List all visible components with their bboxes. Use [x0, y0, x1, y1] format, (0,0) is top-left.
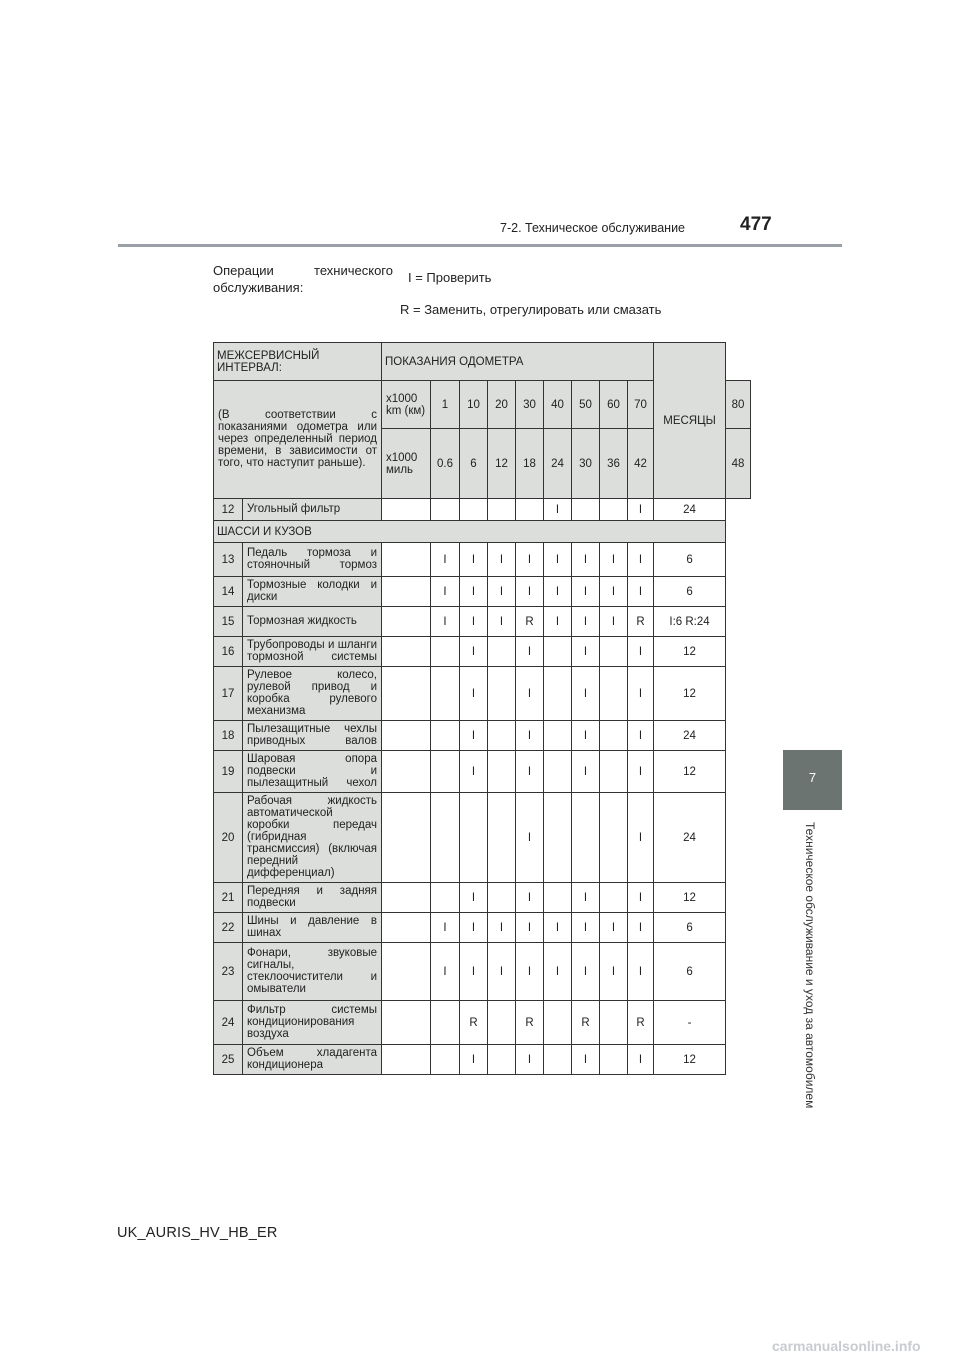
row-cell-blank	[382, 793, 431, 883]
watermark: carmanualsonline.info	[772, 1338, 921, 1354]
row-cell	[431, 637, 460, 667]
row-cell: I	[600, 577, 628, 607]
row-months: 12	[654, 637, 726, 667]
row-cell	[600, 1045, 628, 1075]
row-cell-blank	[382, 577, 431, 607]
mile-value: 36	[600, 429, 628, 499]
row-cell: I	[460, 1045, 488, 1075]
row-cell: I	[544, 607, 572, 637]
row-cell: I	[488, 943, 516, 1001]
row-cell: I	[516, 883, 544, 913]
mile-value: 30	[572, 429, 600, 499]
table-row	[214, 913, 751, 943]
row-cell: I	[628, 721, 654, 751]
row-cell: R	[516, 1001, 544, 1045]
row-cell	[544, 637, 572, 667]
row-cell	[488, 751, 516, 793]
km-value: 50	[572, 381, 600, 429]
months-header: МЕСЯЦЫ	[654, 343, 726, 499]
row-cell: I	[516, 793, 544, 883]
chapter-side-title-text: Техническое обслуживание и уход за автомобилем	[803, 822, 817, 1109]
row-cell	[488, 637, 516, 667]
row-months: 6	[654, 543, 726, 577]
mile-value: 6	[460, 429, 488, 499]
row-cell: I	[572, 667, 600, 721]
row-months: 12	[654, 751, 726, 793]
row-cell: I	[572, 913, 600, 943]
row-cell: I	[516, 913, 544, 943]
row-cell: I	[516, 667, 544, 721]
table-row	[214, 499, 751, 521]
row-cell: I	[516, 543, 544, 577]
row-cell	[431, 721, 460, 751]
row-cell	[488, 667, 516, 721]
row-cell: I	[572, 1045, 600, 1075]
row-number: 15	[214, 607, 243, 637]
row-cell: I	[460, 913, 488, 943]
row-cell: I	[431, 943, 460, 1001]
row-description: Педаль тормоза и стояночный тормоз	[243, 543, 382, 577]
row-description: Шаровая опора подвески и пылезащитный чехол	[243, 751, 382, 793]
legend-replace: R = Заменить, отрегулировать или смазать	[400, 302, 662, 317]
row-cell: I	[572, 577, 600, 607]
table-row	[214, 667, 751, 721]
row-cell-blank	[382, 499, 431, 521]
km-value: 40	[544, 381, 572, 429]
row-cell	[516, 499, 544, 521]
row-cell: I	[488, 577, 516, 607]
row-cell: I	[628, 499, 654, 521]
row-cell	[544, 667, 572, 721]
row-cell	[544, 883, 572, 913]
row-cell: I	[572, 751, 600, 793]
row-cell	[488, 721, 516, 751]
row-description: Шины и давление в шинах	[243, 913, 382, 943]
footer-model-code: UK_AURIS_HV_HB_ER	[117, 1225, 278, 1241]
row-number: 19	[214, 751, 243, 793]
row-months: 24	[654, 499, 726, 521]
row-cell: I	[460, 637, 488, 667]
table-header-row	[214, 343, 751, 381]
row-cell: I	[516, 577, 544, 607]
row-number: 16	[214, 637, 243, 667]
row-cell: I	[628, 913, 654, 943]
row-cell: I	[431, 577, 460, 607]
chapter-tab-number: 7	[808, 770, 817, 785]
row-cell: I	[628, 751, 654, 793]
row-cell	[600, 1001, 628, 1045]
row-months: 12	[654, 1045, 726, 1075]
row-cell	[600, 793, 628, 883]
row-description: Тормозные колодки и диски	[243, 577, 382, 607]
row-description: Угольный фильтр	[243, 499, 382, 521]
table-row	[214, 607, 751, 637]
row-cell	[572, 793, 600, 883]
row-cell: I	[460, 543, 488, 577]
row-months: -	[654, 1001, 726, 1045]
row-cell: I	[600, 543, 628, 577]
row-number: 12	[214, 499, 243, 521]
row-months: 24	[654, 793, 726, 883]
row-cell: I	[488, 607, 516, 637]
unit-miles: x1000 миль	[382, 429, 431, 499]
mile-value: 42	[628, 429, 654, 499]
row-cell: I	[600, 607, 628, 637]
km-value: 60	[600, 381, 628, 429]
row-cell: I	[544, 499, 572, 521]
row-cell: I	[544, 913, 572, 943]
row-description: Тормозная жидкость	[243, 607, 382, 637]
row-cell: I	[600, 913, 628, 943]
row-cell: I	[628, 543, 654, 577]
mile-value: 18	[516, 429, 544, 499]
row-cell	[600, 883, 628, 913]
row-cell: I	[572, 543, 600, 577]
row-cell: I	[488, 913, 516, 943]
row-cell	[488, 793, 516, 883]
row-cell-blank	[382, 751, 431, 793]
unit-km: x1000 km (км)	[382, 381, 431, 429]
row-cell	[431, 793, 460, 883]
row-months: 24	[654, 721, 726, 751]
row-cell	[600, 499, 628, 521]
row-cell: I	[628, 943, 654, 1001]
row-months: 6	[654, 943, 726, 1001]
row-number: 21	[214, 883, 243, 913]
row-cell	[431, 667, 460, 721]
row-description: Трубопроводы и шланги тормозной системы	[243, 637, 382, 667]
table-row	[214, 793, 751, 883]
row-cell: R	[628, 1001, 654, 1045]
row-number: 18	[214, 721, 243, 751]
row-months: 6	[654, 577, 726, 607]
mile-value: 12	[488, 429, 516, 499]
row-cell: I	[488, 543, 516, 577]
row-number: 14	[214, 577, 243, 607]
row-cell	[488, 499, 516, 521]
row-months: 12	[654, 667, 726, 721]
row-cell	[460, 793, 488, 883]
row-cell	[431, 883, 460, 913]
km-value: 30	[516, 381, 544, 429]
row-cell-blank	[382, 943, 431, 1001]
row-cell: R	[572, 1001, 600, 1045]
row-cell: I	[460, 943, 488, 1001]
row-cell	[544, 751, 572, 793]
row-cell-blank	[382, 637, 431, 667]
row-cell-blank	[382, 667, 431, 721]
row-cell	[488, 883, 516, 913]
table-row	[214, 721, 751, 751]
row-cell	[572, 499, 600, 521]
row-cell: I	[516, 637, 544, 667]
row-cell: I	[628, 577, 654, 607]
row-cell: R	[460, 1001, 488, 1045]
row-cell: I	[628, 667, 654, 721]
row-number: 23	[214, 943, 243, 1001]
row-cell: I	[516, 721, 544, 751]
row-cell	[600, 637, 628, 667]
row-cell: I	[572, 883, 600, 913]
row-cell: I	[460, 667, 488, 721]
odometer-header: ПОКАЗАНИЯ ОДОМЕТРА	[382, 343, 654, 381]
row-number: 13	[214, 543, 243, 577]
row-cell	[488, 1001, 516, 1045]
maintenance-table	[213, 342, 751, 1075]
row-cell	[544, 1001, 572, 1045]
km-value: 10	[460, 381, 488, 429]
row-cell	[600, 721, 628, 751]
mile-value: 48	[726, 429, 751, 499]
row-cell: I	[544, 943, 572, 1001]
row-cell-blank	[382, 543, 431, 577]
table-row	[214, 1045, 751, 1075]
row-cell	[431, 1045, 460, 1075]
row-description: Пылезащитные чехлы приводных валов	[243, 721, 382, 751]
section-row	[214, 521, 751, 543]
row-cell	[431, 1001, 460, 1045]
row-cell: I	[431, 607, 460, 637]
row-cell: I	[460, 577, 488, 607]
row-number: 22	[214, 913, 243, 943]
row-cell: I	[572, 721, 600, 751]
row-cell	[600, 667, 628, 721]
section-chassis-body: ШАССИ И КУЗОВ	[214, 521, 726, 543]
row-description: Рулевое колесо, рулевой привод и коробка рулевого механизма	[243, 667, 382, 721]
row-months: I:6 R:24	[654, 607, 726, 637]
row-cell: I	[572, 607, 600, 637]
row-cell: I	[431, 913, 460, 943]
row-cell-blank	[382, 913, 431, 943]
row-cell: I	[628, 1045, 654, 1075]
row-cell: I	[628, 793, 654, 883]
row-cell: I	[572, 943, 600, 1001]
row-number: 17	[214, 667, 243, 721]
row-cell	[431, 499, 460, 521]
row-cell	[460, 499, 488, 521]
km-value: 1	[431, 381, 460, 429]
row-cell: I	[600, 943, 628, 1001]
table-row	[214, 577, 751, 607]
row-cell	[544, 1045, 572, 1075]
row-cell-blank	[382, 883, 431, 913]
row-cell: R	[628, 607, 654, 637]
row-cell: I	[431, 543, 460, 577]
row-description: Передняя и задняя подвески	[243, 883, 382, 913]
page-number: 477	[740, 214, 772, 235]
table-row	[214, 943, 751, 1001]
row-cell: I	[460, 751, 488, 793]
row-cell: I	[460, 607, 488, 637]
row-cell: R	[516, 607, 544, 637]
km-value: 20	[488, 381, 516, 429]
row-cell: I	[516, 943, 544, 1001]
row-number: 20	[214, 793, 243, 883]
table-row	[214, 1001, 751, 1045]
legend-inspect: I = Проверить	[408, 270, 492, 285]
row-cell: I	[460, 883, 488, 913]
row-cell: I	[544, 577, 572, 607]
row-months: 12	[654, 883, 726, 913]
mile-value: 0.6	[431, 429, 460, 499]
row-cell: I	[516, 751, 544, 793]
table-row	[214, 751, 751, 793]
row-cell: I	[460, 721, 488, 751]
row-cell: I	[572, 637, 600, 667]
row-cell	[488, 1045, 516, 1075]
row-cell-blank	[382, 1001, 431, 1045]
row-description: Рабочая жидкость автоматической коробки передач (гибридная трансмиссия) (включая передний дифференциал)	[243, 793, 382, 883]
row-number: 24	[214, 1001, 243, 1045]
table-row	[214, 543, 751, 577]
row-description: Фонари, звуковые сигналы, стеклоочистители и омыватели	[243, 943, 382, 1001]
row-cell-blank	[382, 1045, 431, 1075]
interval-header: МЕЖСЕРВИСНЫЙ ИНТЕРВАЛ:	[214, 343, 382, 381]
row-number: 25	[214, 1045, 243, 1075]
chapter-side-title	[803, 822, 823, 1122]
km-value: 70	[628, 381, 654, 429]
row-cell-blank	[382, 607, 431, 637]
section-title: 7-2. Техническое обслуживание	[500, 221, 685, 235]
row-cell	[600, 751, 628, 793]
row-description: Фильтр системы кондиционирования воздуха	[243, 1001, 382, 1045]
row-cell: I	[628, 883, 654, 913]
interval-note: (В соответствии с показаниями одометра или через определенный период времени, в зависимости от того, что наступит раньше).	[214, 381, 382, 499]
km-value: 80	[726, 381, 751, 429]
row-cell: I	[516, 1045, 544, 1075]
table-row	[214, 637, 751, 667]
row-cell	[544, 721, 572, 751]
row-months: 6	[654, 913, 726, 943]
mile-value: 24	[544, 429, 572, 499]
row-description: Объем хладагента кондиционера	[243, 1045, 382, 1075]
legend-label: Операции технического обслуживания:	[213, 263, 393, 295]
row-cell: I	[544, 543, 572, 577]
header-divider	[118, 244, 842, 247]
row-cell	[544, 793, 572, 883]
row-cell	[431, 751, 460, 793]
table-row	[214, 883, 751, 913]
row-cell-blank	[382, 721, 431, 751]
row-cell: I	[628, 637, 654, 667]
